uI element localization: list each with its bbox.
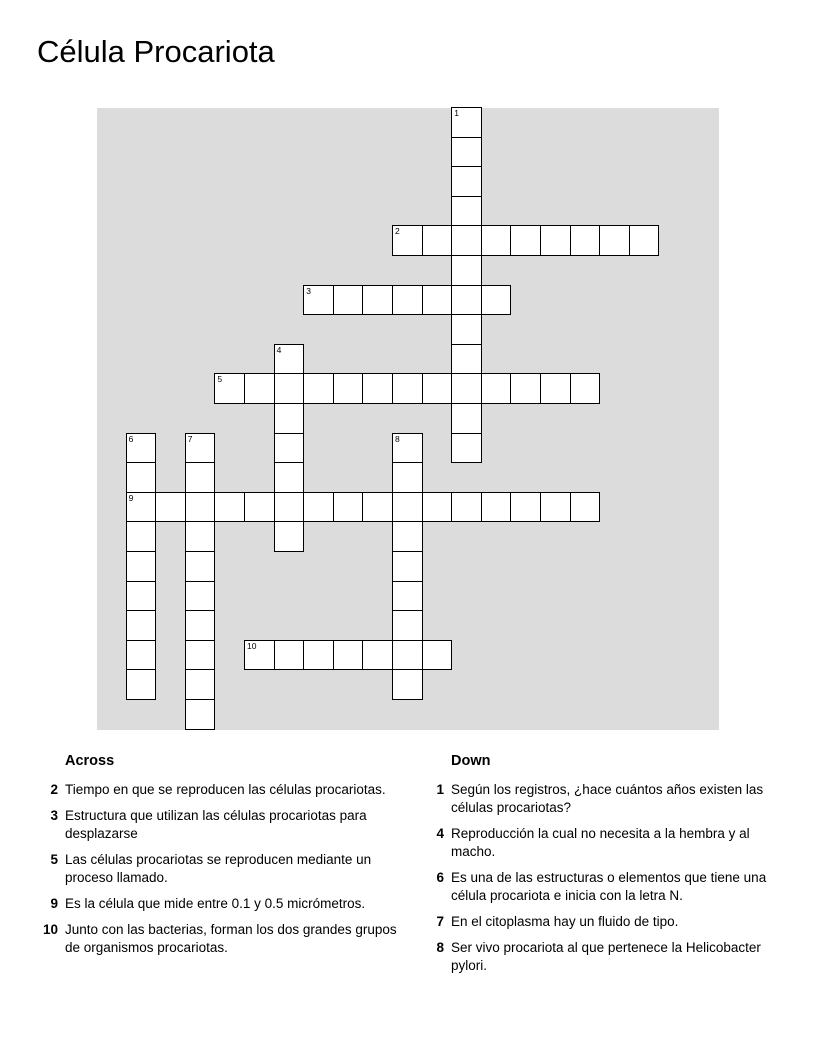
grid-cell[interactable] [510, 373, 541, 404]
grid-cell[interactable] [392, 462, 423, 493]
grid-cell[interactable] [451, 166, 482, 197]
grid-cell[interactable] [126, 581, 157, 612]
grid-cell[interactable] [422, 640, 453, 671]
grid-cell[interactable] [185, 551, 216, 582]
grid-cell[interactable] [422, 285, 453, 316]
grid-cell[interactable] [392, 285, 423, 316]
clue-number: 4 [436, 826, 444, 841]
clue-item [40, 781, 400, 799]
clue-text: Es una de las estructuras o elementos que tiene una célula procariota e inicia con la letra N. [451, 870, 767, 903]
grid-cell[interactable] [126, 640, 157, 671]
grid-cell[interactable] [451, 255, 482, 286]
grid-cell[interactable] [392, 433, 423, 464]
grid-cell[interactable] [570, 225, 601, 256]
crossword-grid [97, 108, 719, 730]
grid-cell[interactable] [274, 521, 305, 552]
clue-number: 2 [50, 782, 58, 797]
grid-cell[interactable] [362, 373, 393, 404]
grid-cell[interactable] [185, 699, 216, 730]
clue-text: Estructura que utilizan las células procariotas para desplazarse [65, 808, 367, 841]
grid-cell[interactable] [540, 225, 571, 256]
grid-cell[interactable] [185, 521, 216, 552]
clue-item [426, 913, 786, 931]
grid-cell[interactable] [185, 433, 216, 464]
grid-cell[interactable] [333, 640, 364, 671]
grid-cell[interactable] [629, 225, 660, 256]
grid-cell[interactable] [362, 492, 393, 523]
clue-number: 1 [436, 782, 444, 797]
clue-text: Junto con las bacterias, forman los dos grandes grupos de organismos procariotas. [65, 922, 397, 955]
grid-cell[interactable] [185, 581, 216, 612]
grid-cell[interactable] [126, 433, 157, 464]
down-clues [426, 752, 786, 983]
cell-number: 1 [454, 108, 459, 118]
grid-cell[interactable] [126, 669, 157, 700]
grid-cell[interactable] [274, 373, 305, 404]
clue-item [40, 807, 400, 843]
clue-text: Reproducción la cual no necesita a la hembra y al macho. [451, 826, 750, 859]
grid-cell[interactable] [451, 492, 482, 523]
grid-cell[interactable] [510, 225, 541, 256]
clue-item [426, 939, 786, 975]
clue-item [40, 895, 400, 913]
cell-number: 10 [247, 640, 257, 651]
down-heading: Down [451, 753, 491, 769]
grid-cell[interactable] [392, 581, 423, 612]
grid-cell[interactable] [185, 669, 216, 700]
grid-cell[interactable] [333, 285, 364, 316]
cell-number: 5 [217, 374, 223, 385]
clue-number: 9 [50, 896, 58, 911]
grid-cell[interactable] [185, 610, 216, 641]
clue-number: 3 [50, 808, 58, 823]
grid-cell[interactable] [126, 551, 157, 582]
grid-cell[interactable] [303, 373, 334, 404]
page-title: Célula Procariota [37, 34, 275, 69]
clue-text: Las células procariotas se reproducen mediante un proceso llamado. [65, 852, 372, 885]
grid-cell[interactable] [451, 403, 482, 434]
grid-cell[interactable] [274, 492, 305, 523]
grid-cell[interactable] [155, 492, 186, 523]
across-heading: Across [65, 753, 115, 769]
grid-cell[interactable] [214, 492, 245, 523]
clue-text: Es la célula que mide entre 0.1 y 0.5 micrómetros. [65, 896, 366, 911]
grid-cell[interactable] [570, 492, 601, 523]
grid-cell[interactable] [451, 285, 482, 316]
grid-cell[interactable] [333, 373, 364, 404]
grid-cell[interactable] [303, 640, 334, 671]
grid-cell[interactable] [185, 462, 216, 493]
cell-number: 9 [128, 492, 134, 503]
grid-cell[interactable] [126, 462, 157, 493]
clue-item [40, 851, 400, 887]
grid-cell[interactable] [126, 492, 157, 523]
grid-cell[interactable] [451, 373, 482, 404]
clue-number: 5 [50, 852, 58, 867]
grid-cell[interactable] [244, 373, 275, 404]
grid-cell[interactable] [274, 640, 305, 671]
clue-text: En el citoplasma hay un fluido de tipo. [451, 914, 679, 929]
grid-cell[interactable] [451, 225, 482, 256]
grid-cell[interactable] [422, 492, 453, 523]
grid-cell[interactable] [244, 492, 275, 523]
clue-text: Tiempo en que se reproducen las células procariotas. [65, 782, 386, 797]
cell-number: 7 [187, 433, 193, 444]
grid-cell[interactable] [274, 403, 305, 434]
grid-cell[interactable] [244, 640, 275, 671]
across-clues [40, 752, 400, 965]
grid-cell[interactable] [392, 669, 423, 700]
clue-item [426, 781, 786, 817]
grid-cell[interactable] [481, 373, 512, 404]
grid-cell[interactable] [392, 551, 423, 582]
grid-cell[interactable] [510, 492, 541, 523]
grid-cell[interactable] [362, 285, 393, 316]
cell-number: 4 [276, 344, 282, 355]
grid-cell[interactable] [126, 521, 157, 552]
clue-text: Según los registros, ¿hace cuántos años existen las células procariotas? [451, 782, 764, 815]
grid-cell[interactable] [392, 610, 423, 641]
cell-number: 2 [395, 226, 400, 237]
clue-number: 7 [436, 914, 444, 929]
grid-cell[interactable] [185, 640, 216, 671]
grid-cell[interactable] [303, 285, 334, 316]
grid-cell[interactable] [303, 492, 334, 523]
grid-cell[interactable] [540, 373, 571, 404]
grid-cell[interactable] [451, 107, 482, 138]
grid-cell[interactable] [392, 373, 423, 404]
clue-item [40, 921, 400, 957]
grid-cell[interactable] [451, 137, 482, 168]
grid-cell[interactable] [185, 492, 216, 523]
grid-cell[interactable] [540, 492, 571, 523]
grid-cell[interactable] [392, 225, 423, 256]
grid-cell[interactable] [333, 492, 364, 523]
grid-cell[interactable] [599, 225, 630, 256]
grid-cell[interactable] [274, 344, 305, 375]
clue-number: 6 [436, 870, 444, 885]
cell-number: 8 [395, 433, 400, 444]
grid-cell[interactable] [274, 462, 305, 493]
clue-item [426, 825, 786, 861]
grid-cell[interactable] [451, 196, 482, 227]
clue-number: 8 [436, 940, 444, 955]
grid-cell[interactable] [570, 373, 601, 404]
clue-item [426, 869, 786, 905]
grid-cell[interactable] [392, 492, 423, 523]
grid-cell[interactable] [481, 492, 512, 523]
grid-cell[interactable] [451, 433, 482, 464]
grid-cell[interactable] [481, 285, 512, 316]
grid-cell[interactable] [214, 373, 245, 404]
cell-number: 3 [306, 285, 311, 296]
grid-cell[interactable] [362, 640, 393, 671]
clue-text: Ser vivo procariota al que pertenece la Helicobacter pylori. [451, 940, 761, 973]
grid-cell[interactable] [392, 521, 423, 552]
grid-cell[interactable] [392, 640, 423, 671]
grid-cell[interactable] [126, 610, 157, 641]
grid-cell[interactable] [481, 225, 512, 256]
grid-cell[interactable] [451, 344, 482, 375]
grid-cell[interactable] [422, 225, 453, 256]
clue-number: 10 [42, 922, 58, 937]
grid-cell[interactable] [422, 373, 453, 404]
cell-number: 6 [128, 433, 134, 444]
grid-cell[interactable] [274, 433, 305, 464]
grid-cell[interactable] [451, 314, 482, 345]
